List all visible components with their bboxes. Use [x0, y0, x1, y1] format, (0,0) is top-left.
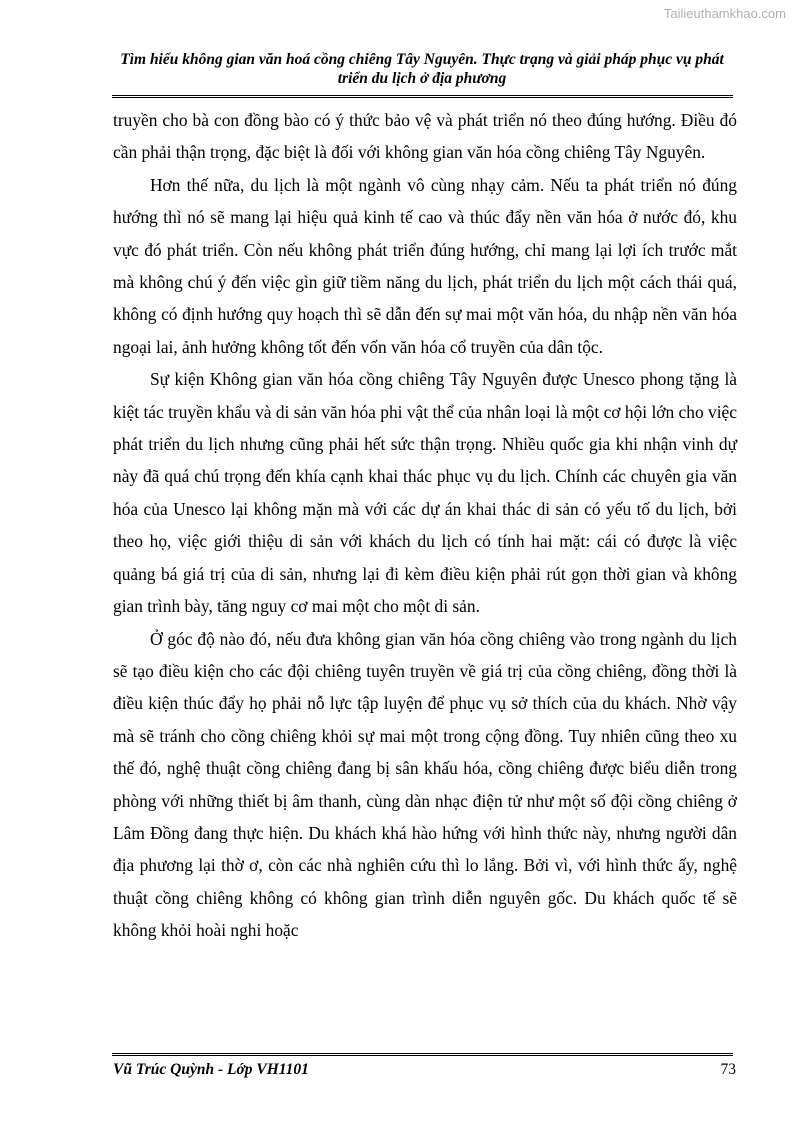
page-header-title: Tìm hiểu không gian văn hoá cồng chiêng Tây Nguyên. Thực trạng và giải pháp phục vụ phát triển du lịch ở địa phương — [120, 51, 724, 87]
paragraph-2: Hơn thế nữa, du lịch là một ngành vô cùng nhạy cảm. Nếu ta phát triển nó đúng hướng thì nó sẽ mang lại hiệu quả kinh tế cao và thúc đẩy nền văn hóa ở nước đó, khu vực đó phát triển. Còn nếu không phát triển đúng hướng, chỉ mang lại lợi ích trước mắt mà không chú ý đến việc gìn giữ tiềm năng du lịch, phát triển du lịch một cách thái quá, không có định hướng quy hoạch thì sẽ dẫn đến sự mai một văn hóa, du nhập nền văn hóa ngoại lai, ảnh hưởng không tốt đến vốn văn hóa cổ truyền của dân tộc. — [113, 174, 737, 357]
footer-author: Vũ Trúc Quỳnh - Lớp VH1101 — [113, 1061, 309, 1078]
paragraph-4: Ở góc độ nào đó, nếu đưa không gian văn hóa cồng chiêng vào trong ngành du lịch sẽ tạo điều kiện cho các đội chiêng tuyên truyền về giá trị của cồng chiêng, đồng thời là điều kiện thúc đẩy họ phải nỗ lực tập luyện để phục vụ sở thích của du khách. Nhờ vậy mà sẽ tránh cho cồng chiêng khỏi sự mai một trong cộng đồng. Tuy nhiên cũng theo xu thế đó, nghệ thuật cồng chiêng đang bị sân khấu hóa, cồng chiêng được biểu diễn trong phòng với những thiết bị âm thanh, cùng dàn nhạc điện tử như một số đội cồng chiêng ở Lâm Đồng đang thực hiện. Du khách khá hào hứng với hình thức này, nhưng người dân địa phương lại thờ ơ, còn các nhà nghiên cứu thì lo lắng. Bởi vì, với hình thức ấy, nghệ thuật cồng chiêng không có không gian trình diễn nguyên gốc. Du khách quốc tế sẽ không khỏi hoài nghi hoặc — [113, 628, 737, 941]
paragraph-3: Sự kiện Không gian văn hóa cồng chiêng Tây Nguyên được Unesco phong tặng là kiệt tác truyền khẩu và di sản văn hóa phi vật thể của nhân loại là một cơ hội lớn cho việc phát triển du lịch nhưng cũng phải hết sức thận trọng. Nhiều quốc gia khi nhận vinh dự này đã quá chú trọng đến khía cạnh khai thác phục vụ du lịch. Chính các chuyên gia văn hóa của Unesco lại không mặn mà với các dự án khai thác di sản có yếu tố du lịch, bởi theo họ, việc giới thiệu di sản với khách du lịch có tính hai mặt: cái có được là việc quảng bá giá trị của di sản, nhưng lại đi kèm điều kiện phải rút gọn thời gian và không gian trình bày, tăng nguy cơ mai một cho một di sản. — [113, 369, 737, 617]
header-divider — [112, 95, 733, 98]
paragraph-1: truyền cho bà con đồng bào có ý thức bảo vệ và phát triển nó theo đúng hướng. Điều đó cần phải thận trọng, đặc biệt là đối với không gian văn hóa cồng chiêng Tây Nguyên. — [113, 110, 737, 163]
document-body — [113, 104, 737, 947]
footer-divider — [112, 1053, 733, 1056]
watermark: Tailieuthamkhao.com — [663, 6, 786, 21]
page-number: 73 — [720, 1061, 736, 1078]
